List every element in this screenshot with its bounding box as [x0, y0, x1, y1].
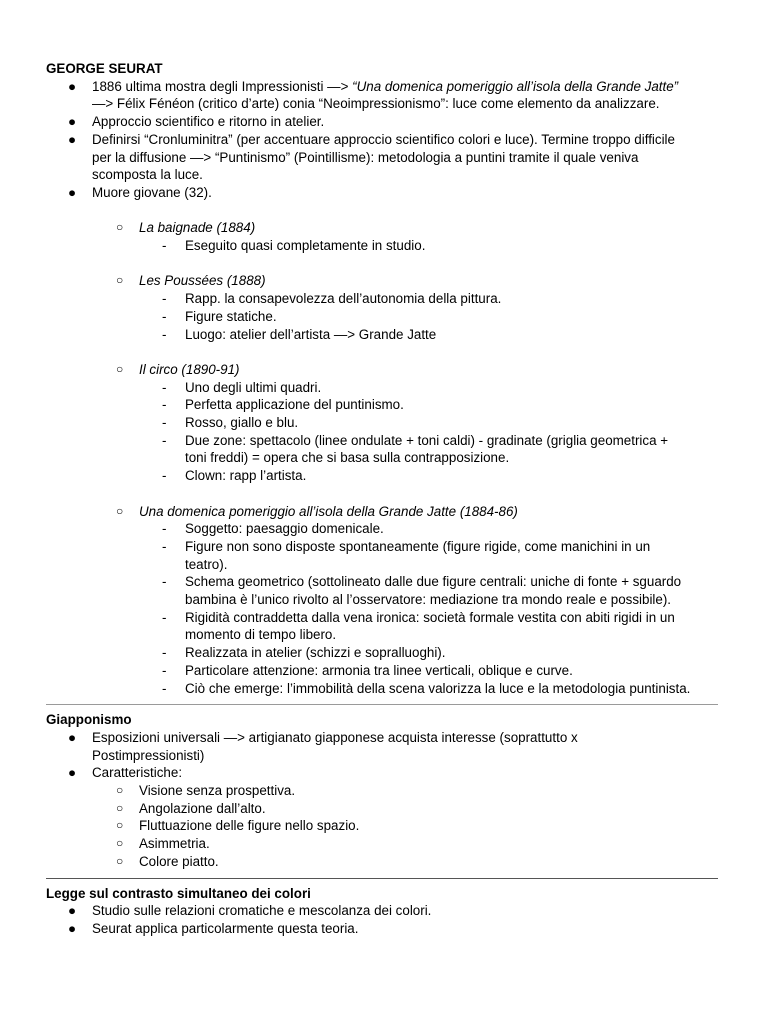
bullet-marker: ●: [68, 729, 77, 745]
section-divider: [46, 878, 718, 879]
feature-item: [46, 800, 726, 818]
bullet-text: Seurat applica particolarmente questa teoria.: [92, 920, 359, 936]
work-point: [46, 326, 726, 344]
feature-text: Angolazione dall’alto.: [139, 800, 266, 816]
work-point: [46, 680, 726, 698]
spacer: [46, 343, 726, 361]
bullet-text: Postimpressionisti): [92, 747, 205, 763]
dash-marker: -: [162, 609, 167, 625]
work-point-text: Clown: rapp l’artista.: [185, 468, 307, 484]
work-point: [46, 520, 726, 538]
circle-marker: ○: [116, 800, 124, 815]
work-title: Il circo (1890-91): [139, 361, 240, 377]
spacer: [46, 485, 726, 503]
work-point-text: Eseguito quasi completamente in studio.: [185, 238, 426, 253]
circle-marker: ○: [116, 783, 124, 798]
feature-text: Visione senza prospettiva.: [139, 783, 296, 799]
list-item: [46, 131, 726, 184]
bullet-text: Muore giovane (32).: [92, 184, 212, 200]
feature-item: [46, 853, 726, 871]
work-item: [46, 503, 726, 521]
work-point-text: Schema geometrico (sottolineato dalle due figure centrali: uniche di fonte + sguardo: [185, 574, 682, 590]
dash-marker: -: [162, 432, 167, 448]
bullet-marker: ●: [68, 78, 77, 94]
bullet-italic-title: “Una domenica pomeriggio all’isola della Grande Jatte”: [352, 78, 679, 94]
list-item: [46, 78, 726, 113]
dash-marker: -: [162, 397, 167, 413]
bullet-marker: ●: [68, 903, 77, 919]
work-title: La baignade (1884): [139, 220, 256, 236]
bullet-marker: ●: [68, 184, 77, 200]
feature-item: [46, 817, 726, 835]
work-point: [46, 414, 726, 432]
work-point: [46, 662, 726, 680]
work-point-text: toni freddi) = opera che si basa sulla contrapposizione.: [185, 450, 510, 466]
work-point-text: Figure statiche.: [185, 308, 277, 324]
work-point-text: Soggetto: paesaggio domenicale.: [185, 521, 384, 537]
feature-item: [46, 782, 726, 800]
section-divider: [46, 704, 718, 705]
bullet-text: per la diffusione —> “Puntinismo” (Pointillisme): metodologia a puntini tramite il quale veniva: [92, 149, 639, 165]
circle-marker: ○: [116, 836, 124, 851]
spacer: [46, 202, 726, 220]
dash-marker: -: [162, 645, 167, 661]
circle-marker: ○: [116, 220, 124, 235]
work-point-text: momento di tempo libero.: [185, 627, 337, 643]
work-item: [46, 272, 726, 290]
bullet-marker: ●: [68, 765, 77, 781]
circle-marker: ○: [116, 361, 124, 376]
dash-marker: -: [162, 415, 167, 430]
dash-marker: -: [162, 238, 167, 253]
bullet-text: Caratteristiche:: [92, 765, 183, 781]
work-point: [46, 379, 726, 397]
circle-marker: ○: [116, 273, 124, 288]
work-point: [46, 573, 726, 608]
bullet-text: scomposta la luce.: [92, 167, 203, 183]
dash-marker: -: [162, 468, 167, 484]
dash-marker: -: [162, 680, 167, 696]
work-point: [46, 644, 726, 662]
spacer: [46, 255, 726, 273]
bullet-text: 1886 ultima mostra degli Impressionisti —>: [92, 78, 353, 94]
document-page: [46, 60, 726, 938]
dash-marker: -: [162, 308, 167, 324]
work-point: [46, 467, 726, 485]
bullet-text: Studio sulle relazioni cromatiche e mescolanza dei colori.: [92, 903, 432, 919]
work-point-text: Figure non sono disposte spontaneamente (figure rigide, come manichini in un: [185, 538, 651, 554]
work-point: [46, 432, 726, 467]
list-item: [46, 920, 726, 938]
work-point-text: Due zone: spettacolo (linee ondulate + toni caldi) - gradinate (griglia geometrica +: [185, 432, 669, 448]
dash-marker: -: [162, 291, 167, 307]
dash-marker: -: [162, 521, 167, 537]
work-point-text: Particolare attenzione: armonia tra linee verticali, oblique e curve.: [185, 662, 573, 678]
work-title: Les Poussées (1888): [139, 273, 266, 289]
bullet-text: Esposizioni universali —> artigianato giapponese acquista interesse (soprattutto x: [92, 729, 578, 745]
circle-marker: ○: [116, 503, 124, 518]
feature-text: Fluttuazione delle figure nello spazio.: [139, 818, 360, 834]
circle-marker: ○: [116, 818, 124, 833]
section-title-legge: Legge sul contrasto simultaneo dei colori: [46, 885, 311, 901]
work-point: [46, 396, 726, 414]
list-item: [46, 729, 726, 764]
work-point-text: teatro).: [185, 556, 228, 572]
list-item: [46, 902, 726, 920]
bullet-text: Approccio scientifico e ritorno in atelier.: [92, 114, 325, 130]
work-title: Una domenica pomeriggio all’isola della Grande Jatte (1884-86): [139, 503, 518, 519]
work-point-text: Perfetta applicazione del puntinismo.: [185, 397, 404, 413]
work-point-text: Uno degli ultimi quadri.: [185, 379, 322, 395]
dash-marker: -: [162, 662, 167, 678]
section-title-seurat: GEORGE SEURAT: [46, 61, 163, 76]
work-point-text: Rosso, giallo e blu.: [185, 415, 299, 430]
circle-marker: ○: [116, 853, 124, 868]
bullet-text: Definirsi “Cronluminitra” (per accentuare approccio scientifico colori e luce). Termine troppo difficile: [92, 131, 675, 147]
bullet-marker: ●: [68, 114, 77, 130]
work-item: [46, 219, 726, 237]
dash-marker: -: [162, 538, 167, 554]
work-item: [46, 361, 726, 379]
work-point-text: Realizzata in atelier (schizzi e sopralluoghi).: [185, 645, 446, 661]
work-point-text: bambina è l’unico rivolto al l’osservatore: mediazione tra mondo reale e possibile).: [185, 592, 672, 608]
list-item: [46, 184, 726, 202]
dash-marker: -: [162, 326, 167, 342]
dash-marker: -: [162, 574, 167, 590]
work-point: [46, 237, 726, 255]
feature-item: [46, 835, 726, 853]
work-point: [46, 290, 726, 308]
work-point: [46, 538, 726, 573]
work-point-text: Rapp. la consapevolezza dell’autonomia della pittura.: [185, 291, 502, 307]
bullet-marker: ●: [68, 131, 77, 147]
bullet-text-continued: —> Félix Fénéon (critico d’arte) conia “Neoimpressionismo”: luce come elemento da analizzare.: [92, 96, 660, 112]
features-list: [46, 782, 726, 871]
list-item: [46, 113, 726, 131]
feature-text: Asimmetria.: [139, 836, 210, 852]
work-point-text: Rigidità contraddetta dalla vena ironica: società formale vestita con abiti rigidi in un: [185, 609, 675, 625]
bullet-marker: ●: [68, 920, 77, 936]
section-title-giapponismo: Giapponismo: [46, 712, 132, 728]
work-point: [46, 308, 726, 326]
feature-text: Colore piatto.: [139, 853, 219, 869]
dash-marker: -: [162, 379, 167, 395]
work-point-text: Ciò che emerge: l’immobilità della scena valorizza la luce e la metodologia puntinista.: [185, 680, 691, 696]
list-item: [46, 764, 726, 782]
work-point: [46, 609, 726, 644]
work-point-text: Luogo: atelier dell’artista —> Grande Jatte: [185, 326, 437, 342]
works-list: [46, 202, 726, 698]
